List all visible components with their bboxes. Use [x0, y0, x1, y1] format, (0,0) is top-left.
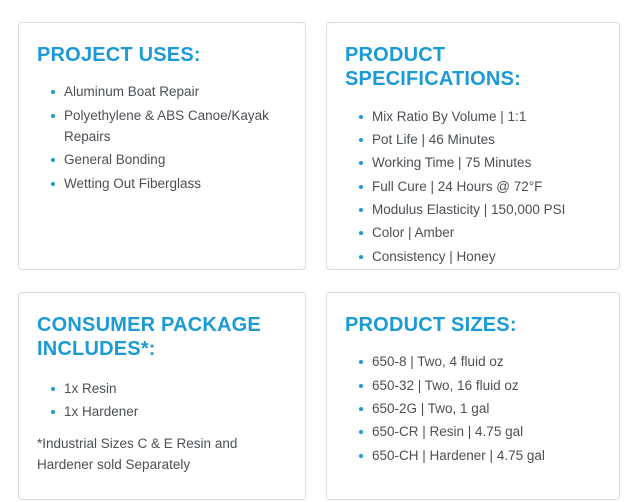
list-item: Aluminum Boat Repair: [51, 81, 287, 102]
card-product-specifications: [326, 22, 620, 270]
list-item: 650-32 | Two, 16 fluid oz: [359, 375, 601, 396]
card-title-product-sizes: PRODUCT SIZES:: [345, 314, 517, 336]
list-item: 650-CR | Resin | 4.75 gal: [359, 421, 601, 442]
list-item: 650-2G | Two, 1 gal: [359, 398, 601, 419]
card-project-uses: [18, 22, 306, 270]
project-uses-list: [37, 81, 287, 194]
card-title-consumer-package: CONSUMER PACKAGE INCLUDES*:: [37, 314, 261, 361]
card-title-product-specifications: PRODUCT SPECIFICATIONS:: [345, 44, 521, 91]
list-item: General Bonding: [51, 149, 287, 170]
list-item: Modulus Elasticity | 150,000 PSI: [359, 199, 601, 220]
product-specifications-list: [345, 106, 601, 267]
list-item: Consistency | Honey: [359, 246, 601, 267]
list-item: 650-CH | Hardener | 4.75 gal: [359, 445, 601, 466]
card-title-project-uses: PROJECT USES:: [37, 44, 201, 66]
consumer-package-note: *Industrial Sizes C & E Resin and Hardener sold Separately: [37, 436, 238, 473]
list-item: Working Time | 75 Minutes: [359, 152, 601, 173]
list-item: Color | Amber: [359, 222, 601, 243]
card-product-sizes: [326, 292, 620, 500]
list-item: Full Cure | 24 Hours @ 72°F: [359, 176, 601, 197]
list-item: Polyethylene & ABS Canoe/Kayak Repairs: [51, 105, 287, 148]
list-item: Wetting Out Fiberglass: [51, 173, 287, 194]
list-item: 1x Hardener: [51, 401, 287, 422]
list-item: 650-8 | Two, 4 fluid oz: [359, 351, 601, 372]
list-item: 1x Resin: [51, 378, 287, 399]
consumer-package-list: [37, 378, 287, 423]
card-consumer-package: [18, 292, 306, 500]
card-grid: [18, 22, 621, 500]
product-sizes-list: [345, 351, 601, 466]
list-item: Pot Life | 46 Minutes: [359, 129, 601, 150]
list-item: Mix Ratio By Volume | 1:1: [359, 106, 601, 127]
